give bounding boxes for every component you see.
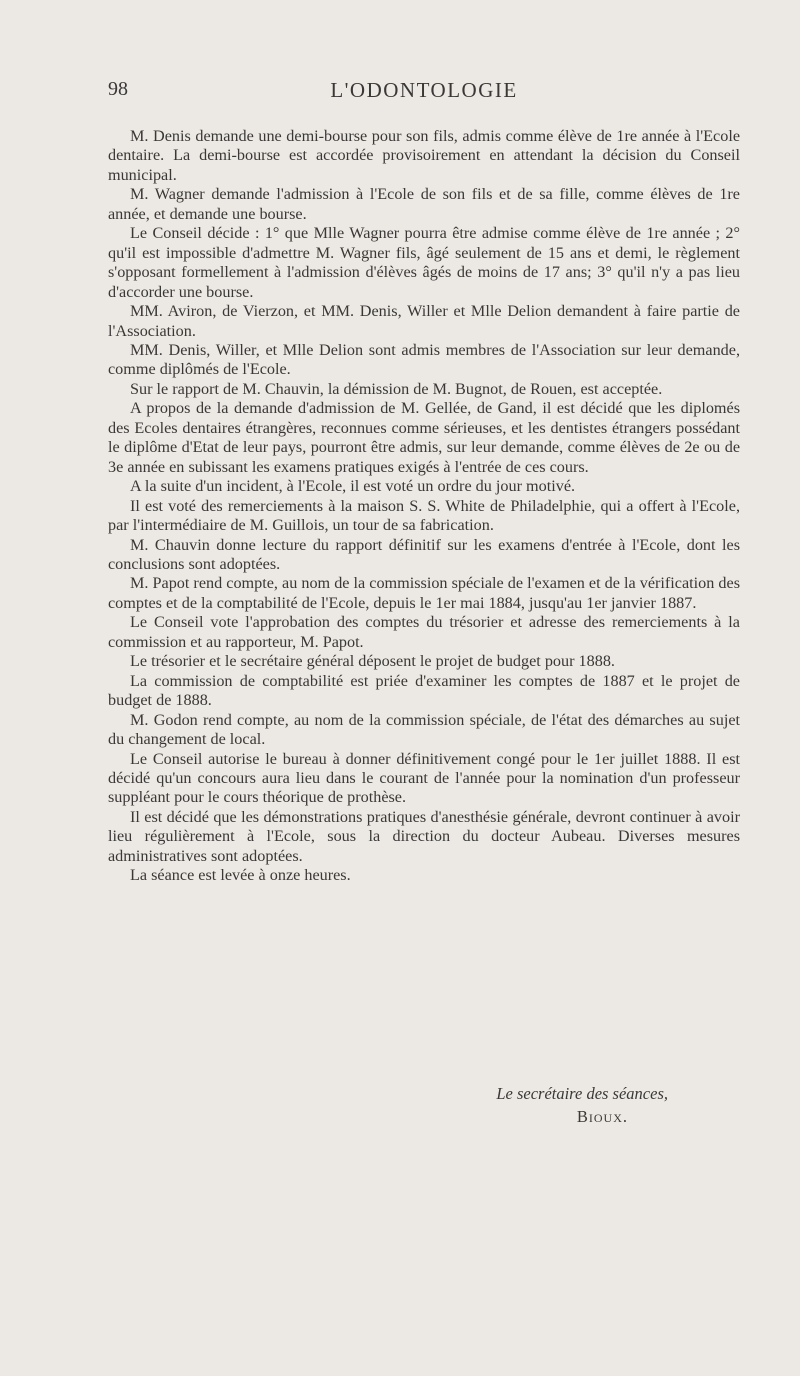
paragraph: MM. Denis, Willer, et Mlle Delion sont admis membres de l'Association sur leur demande, comme diplômés de l'Ecole.	[108, 340, 740, 379]
signature-role: Le secrétaire des séances,	[496, 1084, 668, 1103]
paragraph: La commission de comptabilité est priée d'examiner les comptes de 1887 et le projet de budget de 1888.	[108, 671, 740, 710]
paragraph: MM. Aviron, de Vierzon, et MM. Denis, Willer et Mlle Delion demandent à faire partie de l'Association.	[108, 302, 740, 340]
running-title: L'ODONTOLOGIE	[330, 78, 518, 102]
signature-block	[108, 1082, 668, 1128]
paragraph: Le trésorier et le secrétaire général déposent le projet de budget pour 1888.	[130, 652, 615, 671]
paragraph: Le Conseil autorise le bureau à donner définitivement congé pour le 1er juillet 1888. Il est décidé qu'un concours aura lieu dans le courant de l'année pour la nomination d'un professeur suppléant pour le cours théorique de prothèse.	[108, 749, 740, 807]
signature-name: Bioux.	[576, 1107, 628, 1126]
paragraph: M. Wagner demande l'admission à l'Ecole de son fils et de sa fille, comme élèves de 1re année, et demande une bourse.	[108, 185, 740, 223]
paragraph: Il est décidé que les démonstrations pratiques d'anesthésie générale, devront continuer à avoir lieu régulièrement à l'Ecole, sous la direction du docteur Aubeau. Diverses mesures administratives sont adoptées.	[108, 807, 740, 865]
body-text	[108, 127, 740, 886]
paragraph: M. Papot rend compte, au nom de la commission spéciale de l'examen et de la vérification des comptes et de la comptabilité de l'Ecole, depuis le 1er mai 1884, jusqu'au 1er janvier 1887.	[108, 574, 740, 612]
paragraph: M. Godon rend compte, au nom de la commission spéciale, de l'état des démarches au sujet du changement de local.	[108, 710, 740, 749]
paragraph: Sur le rapport de M. Chauvin, la démission de M. Bugnot, de Rouen, est acceptée.	[130, 379, 663, 398]
paragraph: M. Chauvin donne lecture du rapport définitif sur les examens d'entrée à l'Ecole, dont les conclusions sont adoptées.	[108, 535, 740, 573]
paragraph: Le Conseil vote l'approbation des comptes du trésorier et adresse des remerciements à la commission et au rapporteur, M. Papot.	[108, 613, 740, 651]
paragraph: A propos de la demande d'admission de M. Gellée, de Gand, il est décidé que les diplomés des Ecoles dentaires étrangères, reconnues comme sérieuses, et les dentistes étrangers possédant le diplôme d'Etat de leur pays, pourront être admis, sur leur demande, comme élèves de 2e ou de 3e année en subissant les examens pratiques exigés à l'entrée de ces cours.	[108, 399, 740, 476]
paragraph: A la suite d'un incident, à l'Ecole, il est voté un ordre du jour motivé.	[130, 477, 576, 496]
page-header	[108, 78, 740, 108]
paragraph: Il est voté des remerciements à la maison S. S. White de Philadelphie, qui a offert à l'Ecole, par l'intermédiaire de M. Guillois, un tour de sa fabrication.	[108, 496, 740, 535]
paragraph: Le Conseil décide : 1° que Mlle Wagner pourra être admise comme élève de 1re année ; 2° qu'il est impossible d'admettre M. Wagner fils, âgé seulement de 15 ans et demi, le règlement s'opposant formellement à l'admission d'élèves âgés de moins de 17 ans; 3° qu'il n'y a pas lieu d'accorder une bourse.	[108, 224, 740, 301]
page-number: 98	[108, 78, 128, 100]
paragraph: M. Denis demande une demi-bourse pour son fils, admis comme élève de 1re année à l'Ecole dentaire. La demi-bourse est accordée provisoirement en attendant la décision du Conseil municipal.	[108, 127, 740, 184]
paragraph: La séance est levée à onze heures.	[130, 866, 351, 885]
